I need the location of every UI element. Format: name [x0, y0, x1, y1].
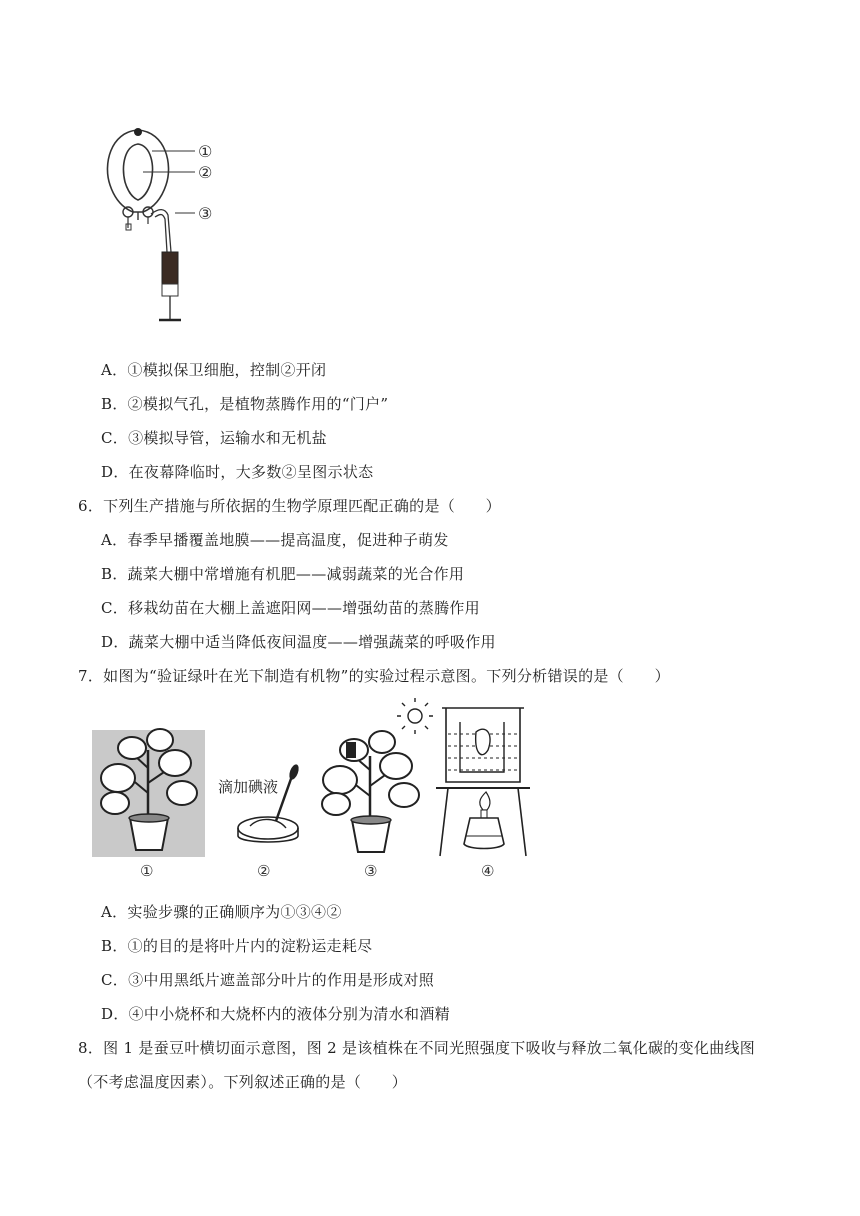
stomata-model-figure: [95, 120, 235, 330]
q7-stem: 7．如图为“验证绿叶在光下制造有机物”的实验过程示意图。下列分析错误的是（ ）: [78, 667, 670, 685]
q6-option-a: A．春季早播覆盖地膜——提高温度，促进种子萌发: [101, 531, 449, 549]
q7-option-c: C．③中用黑纸片遮盖部分叶片的作用是形成对照: [101, 971, 435, 989]
step-label-4: ④: [481, 862, 495, 880]
step-label-1: ①: [140, 862, 154, 880]
iodine-drop-label: 滴加碘液: [218, 778, 279, 796]
q7-option-d: D．④中小烧杯和大烧杯内的液体分别为清水和酒精: [101, 1005, 450, 1023]
petri-dish-icon: [238, 763, 300, 842]
q6-option-c: C．移栽幼苗在大棚上盖遮阳网——增强幼苗的蒸腾作用: [101, 599, 480, 617]
step-label-3: ③: [364, 862, 378, 880]
experiment-figure: [90, 698, 530, 888]
q5-option-c: C．③模拟导管，运输水和无机盐: [101, 429, 327, 447]
stomata-label-2: ②: [198, 163, 213, 182]
q5-option-d: D．在夜幕降临时，大多数②呈图示状态: [101, 463, 374, 481]
q6-option-d: D．蔬菜大棚中适当降低夜间温度——增强蔬菜的呼吸作用: [101, 633, 496, 651]
stomata-label-1: ①: [198, 142, 213, 161]
q6-option-b: B．蔬菜大棚中常增施有机肥——减弱蔬菜的光合作用: [101, 565, 465, 583]
q6-stem: 6．下列生产措施与所依据的生物学原理匹配正确的是（ ）: [78, 497, 501, 515]
q8-stem: 8．图 1 是蚕豆叶横切面示意图，图 2 是该植株在不同光照强度下吸收与释放二氧化碳的变化曲线图（不考虑温度因素）。下列叙述正确的是（ ）: [78, 1039, 756, 1091]
step-label-2: ②: [257, 862, 271, 880]
q5-option-a: A．①模拟保卫细胞，控制②开闭: [101, 361, 327, 379]
sun-icon: [397, 698, 433, 734]
potted-plant-light-icon: [322, 731, 419, 852]
q7-option-a: A．实验步骤的正确顺序为①③④②: [101, 903, 342, 921]
stomata-label-3: ③: [198, 204, 213, 223]
q7-option-b: B．①的目的是将叶片内的淀粉运走耗尽: [101, 937, 373, 955]
water-bath-apparatus-icon: [436, 708, 530, 856]
q5-option-b: B．②模拟气孔，是植物蒸腾作用的“门户”: [101, 395, 389, 413]
